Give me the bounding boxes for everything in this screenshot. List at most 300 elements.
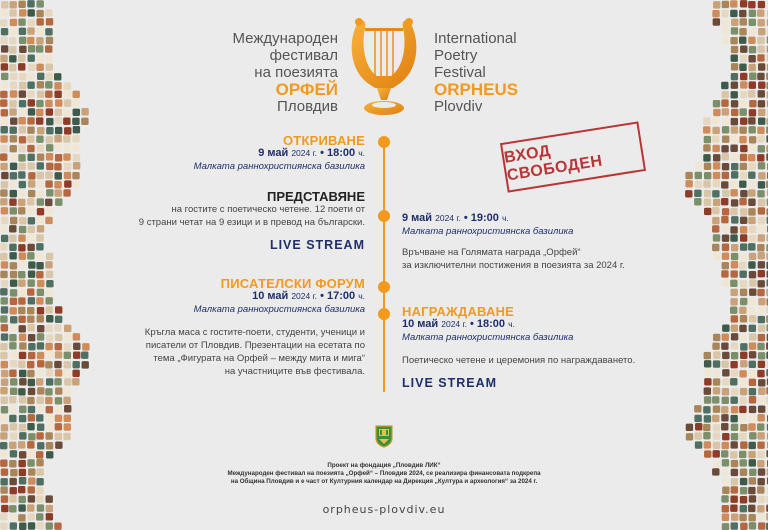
mosaic-tile [740,289,747,296]
awarding-line1: Поетическо четене и церемония по награждаването. [402,355,636,366]
mosaic-tile [694,405,701,412]
mosaic-tile [10,190,17,197]
mosaic-tile [27,441,34,448]
mosaic-tile [19,352,26,359]
mosaic-tile [722,262,729,269]
mosaic-tile [27,397,34,404]
mosaic-tile [748,298,755,305]
mosaic-tile [28,207,35,214]
mosaic-tile [1,73,8,80]
mosaic-tile [46,306,53,313]
award-line2: за изключителни постижения в поезията за 2024 г. [402,260,625,271]
mosaic-tile [758,90,765,97]
mosaic-tile [27,504,34,511]
mosaic-tile [9,108,16,115]
mosaic-tile [0,135,7,142]
mosaic-tile [27,423,34,430]
mosaic-tile [36,478,43,485]
mosaic-tile [63,370,70,377]
header-en-line2: Poetry [434,47,478,64]
mosaic-tile [757,460,764,467]
mosaic-tile [722,505,729,512]
mosaic-tile [758,181,765,188]
mosaic-tile [749,109,756,116]
mosaic-tile [0,486,7,493]
mosaic-tile [758,162,765,169]
mosaic-tile [46,208,53,215]
mosaic-tile [10,172,17,179]
awarding-venue: Малката раннохристиянска базилика [402,332,574,343]
mosaic-tile [749,361,756,368]
mosaic-tile [27,27,34,34]
mosaic-tile [704,396,711,403]
mosaic-tile [703,180,710,187]
mosaic-tile [721,145,728,152]
mosaic-tile [10,207,17,214]
mosaic-tile [757,54,764,61]
mosaic-tile [28,495,35,502]
mosaic-tile [758,109,765,116]
mosaic-tile [27,324,34,331]
mosaic-tile [731,253,738,260]
mosaic-tile [37,504,44,511]
mosaic-tile [740,478,747,485]
mosaic-tile [721,343,728,350]
mosaic-tile [730,289,737,296]
mosaic-tile [740,360,747,367]
mosaic-tile [19,396,26,403]
mosaic-tile [0,387,7,394]
mosaic-tile [757,370,764,377]
timeline-dot-opening [378,136,390,148]
mosaic-tile [704,450,711,457]
mosaic-tile [19,406,26,413]
mosaic-tile [27,126,34,133]
mosaic-tile [730,145,737,152]
mosaic-tile [740,505,747,512]
mosaic-tile [28,468,35,475]
mosaic-tile [722,442,729,449]
mosaic-tile [28,477,35,484]
mosaic-tile [9,1,16,8]
mosaic-tile [758,513,765,520]
mosaic-tile [46,315,53,322]
mosaic-tile [19,477,26,484]
mosaic-tile [1,424,8,431]
mosaic-tile [731,244,738,251]
mosaic-tile [740,343,747,350]
mosaic-tile [722,244,729,251]
mosaic-tile [46,189,53,196]
mosaic-tile [72,91,79,98]
mosaic-tile [36,262,43,269]
mosaic-tile [63,109,70,116]
mosaic-tile [63,135,70,142]
mosaic-tile [46,280,53,287]
mosaic-tile [10,423,17,430]
mosaic-tile [740,315,747,322]
mosaic-tile [36,271,43,278]
mosaic-tile [722,135,729,142]
mosaic-tile [713,424,720,431]
mosaic-tile [731,81,738,88]
mosaic-tile [28,379,35,386]
header-en-name: ORPHEUS [434,80,519,99]
mosaic-tile [740,55,747,62]
mosaic-tile [36,0,43,7]
mosaic-tile [55,306,62,313]
mosaic-tile [63,118,70,125]
mosaic-tile [722,153,729,160]
mosaic-tile [731,19,738,26]
mosaic-tile [1,63,8,70]
mosaic-tile [1,306,8,313]
mosaic-tile [81,118,88,125]
forum-year: 2024 г. [291,291,318,301]
mosaic-tile [695,162,702,169]
mosaic-tile [721,495,728,502]
mosaic-tile [749,406,756,413]
mosaic-tile [28,180,35,187]
mosaic-tile [712,396,719,403]
mosaic-tile [686,433,693,440]
mosaic-tile [55,172,62,179]
award-time: 19:00 [470,212,499,224]
mosaic-tile [757,73,764,80]
mosaic-tile [730,361,737,368]
mosaic-tile [713,370,720,377]
awarding-datetime: 10 май 2024 г. • 18:00 ч. [402,318,515,330]
mosaic-tile [730,226,737,233]
mosaic-tile [1,235,8,242]
mosaic-tile [758,405,765,412]
mosaic-tile [712,190,719,197]
mosaic-tile [748,261,755,268]
mosaic-tile [1,379,8,386]
mosaic-tile [0,55,7,62]
mosaic-tile [731,315,738,322]
mosaic-tile [0,522,7,529]
mosaic-tile [73,333,80,340]
mosaic-tile [721,216,728,223]
mosaic-tile [0,432,7,439]
mosaic-tile [18,117,25,124]
mosaic-tile [0,513,7,520]
mosaic-tile [749,28,756,35]
mosaic-tile [703,424,710,431]
timeline-dot-awarding [378,308,390,320]
mosaic-tile [712,244,719,251]
mosaic-tile [18,486,25,493]
mosaic-tile [37,315,44,322]
presentation-line1: на гостите с поетическо четене. 12 поети от [171,204,365,215]
mosaic-tile [1,297,8,304]
mosaic-tile [712,342,719,349]
opening-unit: ч. [358,148,365,158]
mosaic-tile [37,180,44,187]
mosaic-tile [748,208,755,215]
mosaic-tile [739,514,746,521]
mosaic-tile [739,181,746,188]
mosaic-tile [749,126,756,133]
mosaic-tile [722,334,729,341]
mosaic-tile [45,91,52,98]
mosaic-tile [758,307,765,314]
mosaic-tile [758,325,765,332]
mosaic-tile [739,64,746,71]
mosaic-tile [757,414,764,421]
mosaic-tile [739,198,746,205]
mosaic-tile [10,262,17,269]
mosaic-tile [55,397,62,404]
mosaic-tile [749,315,756,322]
mosaic-tile [1,172,8,179]
mosaic-tile [749,144,756,151]
mosaic-tile [28,45,35,52]
mosaic-tile [46,271,53,278]
mosaic-tile [740,523,747,530]
footer-line2: Международен фестивал на поезията „Орфей“ – Пловдив 2024, се реализира финансовата подкрепа [227,470,541,478]
mosaic-tile [749,136,756,143]
mosaic-tile [36,28,43,35]
mosaic-tile [18,154,25,161]
mosaic-tile [54,378,61,385]
forum-line3: тема „Фигурата на Орфей – между мита и мига“ [153,353,365,364]
mosaic-tile [730,505,737,512]
mosaic-tile [739,136,746,143]
mosaic-tile [55,99,62,106]
mosaic-tile [45,495,52,502]
mosaic-tile [19,496,26,503]
mosaic-tile [10,163,17,170]
mosaic-tile [64,334,71,341]
mosaic-tile [19,109,26,116]
mosaic-tile [712,135,719,142]
event-award-ceremony [402,212,662,272]
mosaic-tile [9,64,16,71]
mosaic-tile [721,406,728,413]
mosaic-tile [749,279,756,286]
mosaic-tile [27,0,34,7]
mosaic-tile [72,172,79,179]
mosaic-tile [731,216,738,223]
mosaic-tile [749,81,756,88]
mosaic-tile [37,405,44,412]
mosaic-tile [722,37,729,44]
mosaic-tile [739,262,746,269]
mosaic-tile [685,172,692,179]
mosaic-tile [758,207,765,214]
awarding-time: 18:00 [476,318,506,330]
mosaic-tile [0,442,7,449]
mosaic-tile [703,117,710,124]
mosaic-tile [713,109,720,116]
mosaic-tile [722,369,729,376]
mosaic-tile [749,477,756,484]
mosaic-tile [722,523,729,530]
mosaic-tile [731,109,738,116]
mosaic-tile [1,28,8,35]
mosaic-tile [64,172,71,179]
mosaic-tile [740,487,747,494]
mosaic-tile [757,45,764,52]
mosaic-tile [749,495,756,502]
opening-date: 9 май [258,147,289,159]
mosaic-tile [740,388,747,395]
mosaic-tile [0,253,7,260]
mosaic-tile [739,325,746,332]
mosaic-tile [1,126,8,133]
website-link[interactable]: orpheus-plovdiv.eu [322,503,446,516]
opening-time: 18:00 [327,147,356,159]
mosaic-tile [36,495,43,502]
mosaic-tile [37,208,44,215]
mosaic-tile [37,442,44,449]
mosaic-tile [18,307,25,314]
mosaic-tile [28,334,35,341]
mosaic-tile [18,441,25,448]
mosaic-tile [758,199,765,206]
mosaic-tile [46,144,53,151]
mosaic-tile [758,252,765,259]
mosaic-tile [64,90,71,97]
mosaic-tile [27,135,34,142]
mosaic-tile [722,108,729,115]
mosaic-tile [37,289,44,296]
mosaic-tile [37,342,44,349]
footer-line3: на Община Пловдив и е част от Културния календар на Дирекция „Култура и археология“ за 2024 г. [230,478,538,486]
mosaic-tile [36,136,43,143]
mosaic-tile [704,163,711,170]
header-bg-line3: на поезията [254,64,338,81]
mosaic-tile [46,108,53,115]
mosaic-tile [28,433,35,440]
mosaic-tile [713,100,720,107]
mosaic-tile [10,487,17,494]
mosaic-tile [731,54,738,61]
mosaic-tile [64,99,71,106]
mosaic-tile [28,513,35,520]
mosaic-tile [9,370,16,377]
mosaic-tile [10,450,17,457]
mosaic-tile [46,513,53,520]
mosaic-tile [27,244,34,251]
mosaic-tile [740,280,747,287]
mosaic-tile [19,451,26,458]
mosaic-tile [758,100,765,107]
mosaic-tile [712,217,719,224]
mosaic-tile [748,487,755,494]
forum-title: ПИСАТЕЛСКИ ФОРУМ [220,276,365,291]
mosaic-tile [704,352,711,359]
header-bg-city: Пловдив [277,98,338,115]
mosaic-tile [731,46,738,53]
mosaic-tile [740,459,747,466]
mosaic-tile [36,414,43,421]
mosaic-tile [28,406,35,413]
mosaic-tile [695,423,702,430]
mosaic-tile [9,199,16,206]
mosaic-tile [46,18,53,25]
mosaic-tile [19,100,26,107]
mosaic-tile [731,126,738,133]
mosaic-tile [704,190,711,197]
mosaic-tile [695,181,702,188]
mosaic-tile [72,378,79,385]
mosaic-tile [18,145,25,152]
mosaic-tile [0,315,7,322]
mosaic-tile [749,522,756,529]
mosaic-tile [28,217,35,224]
mosaic-tile [55,316,62,323]
mosaic-tile [0,352,7,359]
mosaic-tile [46,406,53,413]
mosaic-tile [1,495,8,502]
mosaic-tile [748,370,755,377]
mosaic-tile [19,342,26,349]
mosaic-tile [749,379,756,386]
mosaic-tile [72,370,79,377]
mosaic-tile [63,433,70,440]
mosaic-tile [64,415,71,422]
mosaic-tile [749,46,756,53]
mosaic-tile [54,144,61,151]
mosaic-tile [740,208,747,215]
header-en-line1: International [434,30,517,47]
opening-datetime: 9 май 2024 г. • 18:00 ч. [258,147,365,159]
mosaic-tile [63,189,70,196]
mosaic-tile [9,252,16,259]
header-bg-line2: фестивал [269,47,338,64]
mosaic-tile [0,189,7,196]
mosaic-tile [739,307,746,314]
mosaic-tile [36,253,43,260]
presentation-line2: 9 страни четат на 9 езици и в превод на български. [138,217,365,228]
mosaic-tile [731,100,738,107]
mosaic-tile [712,127,719,134]
mosaic-tile [739,397,746,404]
mosaic-tile [730,10,737,17]
mosaic-tile [18,504,25,511]
mosaic-tile [55,415,62,422]
mosaic-tile [19,73,26,80]
mosaic-tile [18,388,25,395]
mosaic-tile [37,162,44,169]
mosaic-tile [757,505,764,512]
mosaic-tile [18,289,25,296]
mosaic-tile [9,334,16,341]
mosaic-tile [10,522,17,529]
mosaic-tile [731,486,738,493]
mosaic-tile [757,432,764,439]
mosaic-tile [731,324,738,331]
mosaic-tile [749,19,756,26]
mosaic-tile [731,154,738,161]
mosaic-tile [749,459,756,466]
mosaic-tile [730,270,737,277]
mosaic-tile [37,198,44,205]
mosaic-tile [19,261,26,268]
event-awarding [402,305,662,390]
mosaic-tile [28,261,35,268]
mosaic-tile [9,235,16,242]
mosaic-tile [10,90,17,97]
forum-line2: писатели от Пловдив. Презентации на есетата по [145,340,365,351]
mosaic-tile [36,109,43,116]
mosaic-tile [758,63,765,70]
mosaic-tile [64,423,71,430]
mosaic-tile [704,208,711,215]
